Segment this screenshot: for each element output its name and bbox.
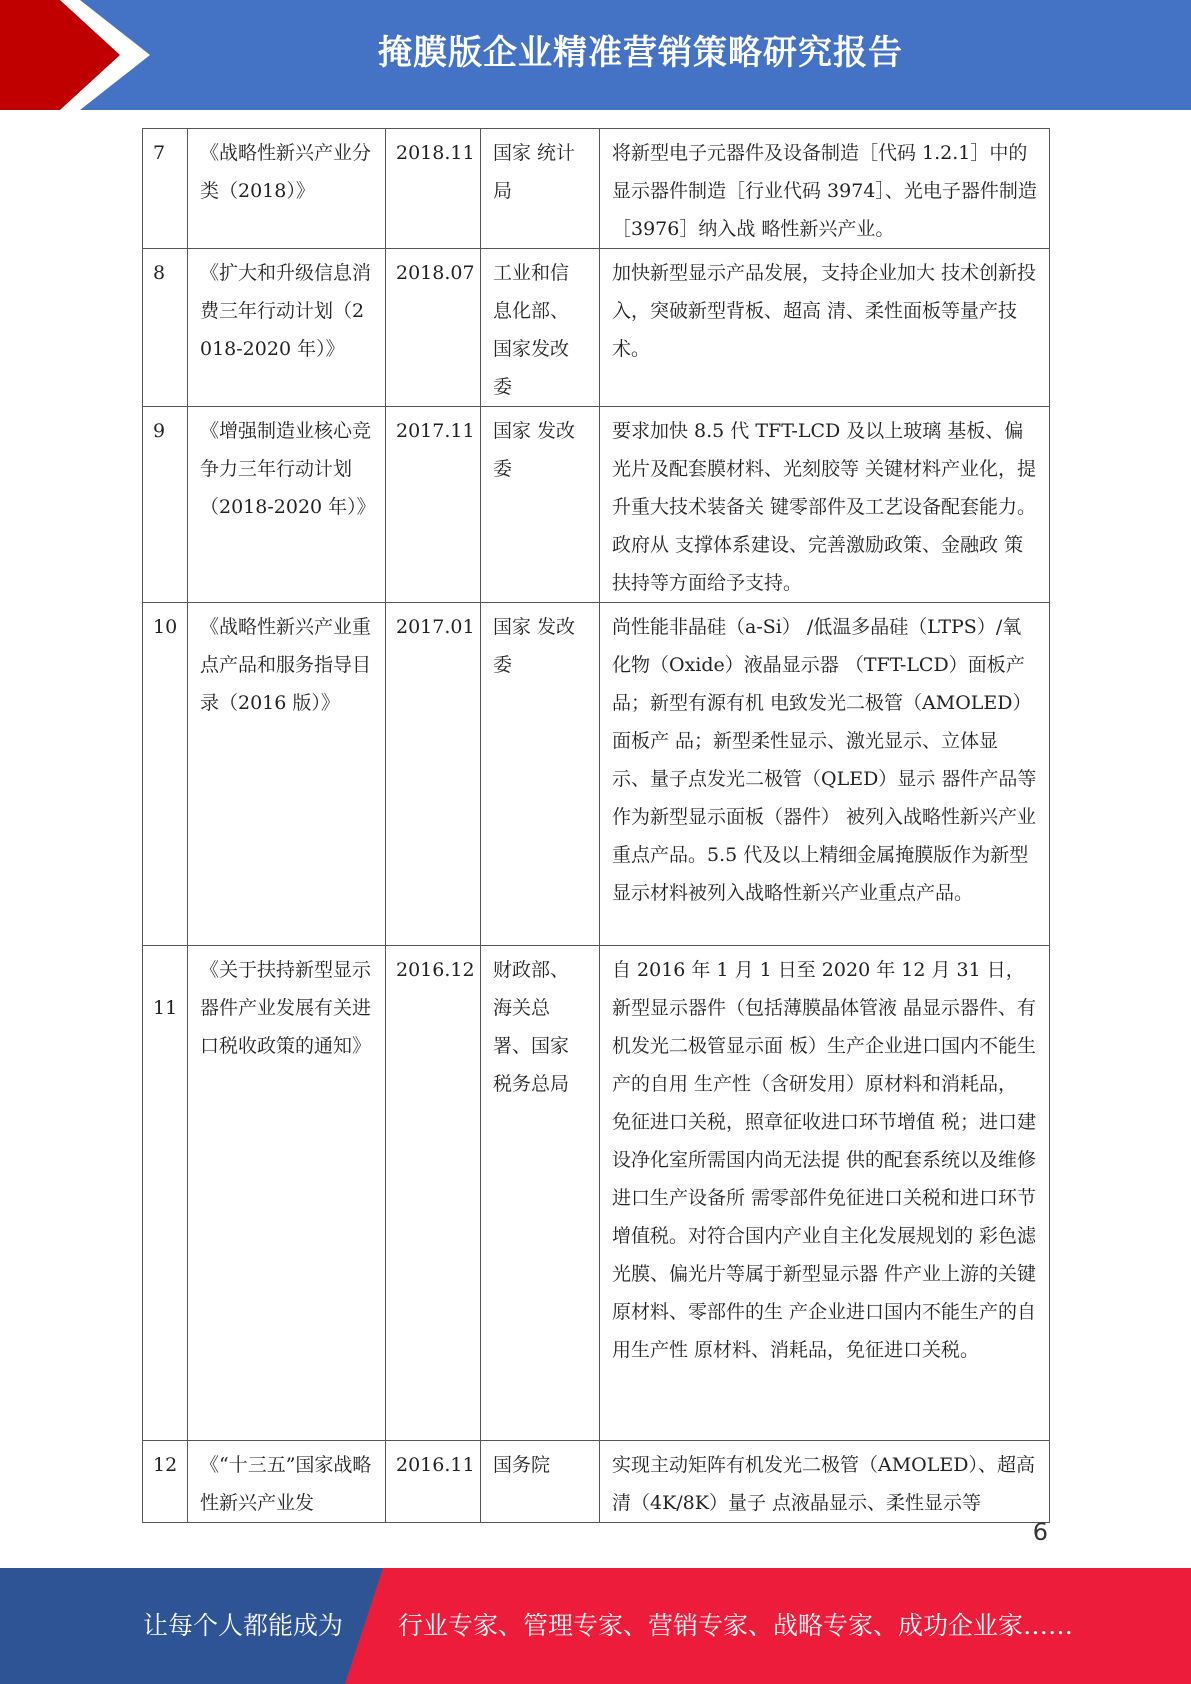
policy-date: 2016.12 <box>386 946 481 1441</box>
policy-date: 2018.07 <box>386 249 481 407</box>
policy-issuer: 工业和信息化部、国家发改委 <box>481 249 600 407</box>
policy-content: 实现主动矩阵有机发光二极管（AMOLED）、超高清（4K/8K）量子 点液晶显示、柔性显示等 <box>600 1441 1050 1523</box>
policy-date: 2017.01 <box>386 603 481 946</box>
policy-content: 自 2016 年 1 月 1 日至 2020 年 12 月 31 日，新型显示器件（包括薄膜晶体管液 晶显示器件、有机发光二极管显示面 板）生产企业进口国内不能生产的自用 生产性（含研发用）原材料和消耗品， 免征进口关税，照章征收进口环节增值 税；进口建设净化室所需国内尚无法提 供的配套系统以及维修进口生产设备所 需零部件免征进口关税和进口环节增值税。对符合国内产业自主化发展规划的 彩色滤光膜、偏光片等属于新型显示器 件产业上游的关键原材料、零部件的生 产企业进口国内不能生产的自用生产性 原材料、消耗品，免征进口关税。 <box>600 946 1050 1441</box>
policy-name: 《战略性新兴产业分类（2018）》 <box>188 129 386 249</box>
policy-name: 《战略性新兴产业重点产品和服务指导目录（2016 版）》 <box>188 603 386 946</box>
table-row <box>143 603 1050 946</box>
policy-issuer: 国家 统计局 <box>481 129 600 249</box>
policy-issuer: 国家 发改委 <box>481 407 600 603</box>
policy-name: 《增强制造业核心竞争力三年行动计划（2018-2020 年）》 <box>188 407 386 603</box>
row-number: 8 <box>143 249 188 407</box>
row-number: 10 <box>143 603 188 946</box>
row-number: 7 <box>143 129 188 249</box>
policy-name: 《扩大和升级信息消费三年行动计划（2018-2020 年）》 <box>188 249 386 407</box>
table-row <box>143 407 1050 603</box>
footer-slogan-left: 让每个人都能成为 <box>143 1611 344 1640</box>
policy-name: 《关于扶持新型显示器件产业发展有关进口税收政策的通知》 <box>188 946 386 1441</box>
table-row <box>143 129 1050 249</box>
policy-issuer: 国家 发改委 <box>481 603 600 946</box>
policy-date: 2017.11 <box>386 407 481 603</box>
page-number: 6 <box>1032 1518 1048 1546</box>
policy-name: 《“十三五”国家战略性新兴产业发 <box>188 1441 386 1523</box>
table-row <box>143 1441 1050 1523</box>
policy-content: 加快新型显示产品发展，支持企业加大 技术创新投入，突破新型背板、超高 清、柔性面板等量产技术。 <box>600 249 1050 407</box>
policy-issuer: 国务院 <box>481 1441 600 1523</box>
report-title: 掩膜版企业精准营销策略研究报告 <box>378 33 903 73</box>
row-number: 9 <box>143 407 188 603</box>
policy-content: 将新型电子元器件及设备制造［代码 1.2.1］中的显示器件制造［行业代码 3974］、光电子器件制造［3976］纳入战 略性新兴产业。 <box>600 129 1050 249</box>
footer-slogan-right: 行业专家、管理专家、营销专家、战略专家、成功企业家…… <box>398 1611 1074 1640</box>
page-header <box>0 0 1191 110</box>
policy-table <box>142 128 1050 1523</box>
policy-issuer: 财政部、海关总署、国家税务总局 <box>481 946 600 1441</box>
table-row <box>143 946 1050 1441</box>
table-row <box>143 249 1050 407</box>
policy-date: 2018.11 <box>386 129 481 249</box>
policy-content: 尚性能非晶硅（a-Si） /低温多晶硅（LTPS）/氧化物（Oxide）液晶显示器 （TFT-LCD）面板产品；新型有源有机 电致发光二极管（AMOLED）面板产 品；新型柔性显示、激光显示、立体显 示、量子点发光二极管（QLED）显示 器件产品等作为新型显示面板（器件） 被列入战略性新兴产业重点产品。5.5 代及以上精细金属掩膜版作为新型显示材料被列入战略性新兴产业重点产品。 <box>600 603 1050 946</box>
page-footer <box>0 1568 1191 1684</box>
policy-date: 2016.11 <box>386 1441 481 1523</box>
row-number: 12 <box>143 1441 188 1523</box>
policy-content: 要求加快 8.5 代 TFT-LCD 及以上玻璃 基板、偏光片及配套膜材料、光刻胶等 关键材料产业化，提升重大技术装备关 键零部件及工艺设备配套能力。政府从 支撑体系建设、完善激励政策、金融政 策扶持等方面给予支持。 <box>600 407 1050 603</box>
row-number: 11 <box>143 946 188 1441</box>
